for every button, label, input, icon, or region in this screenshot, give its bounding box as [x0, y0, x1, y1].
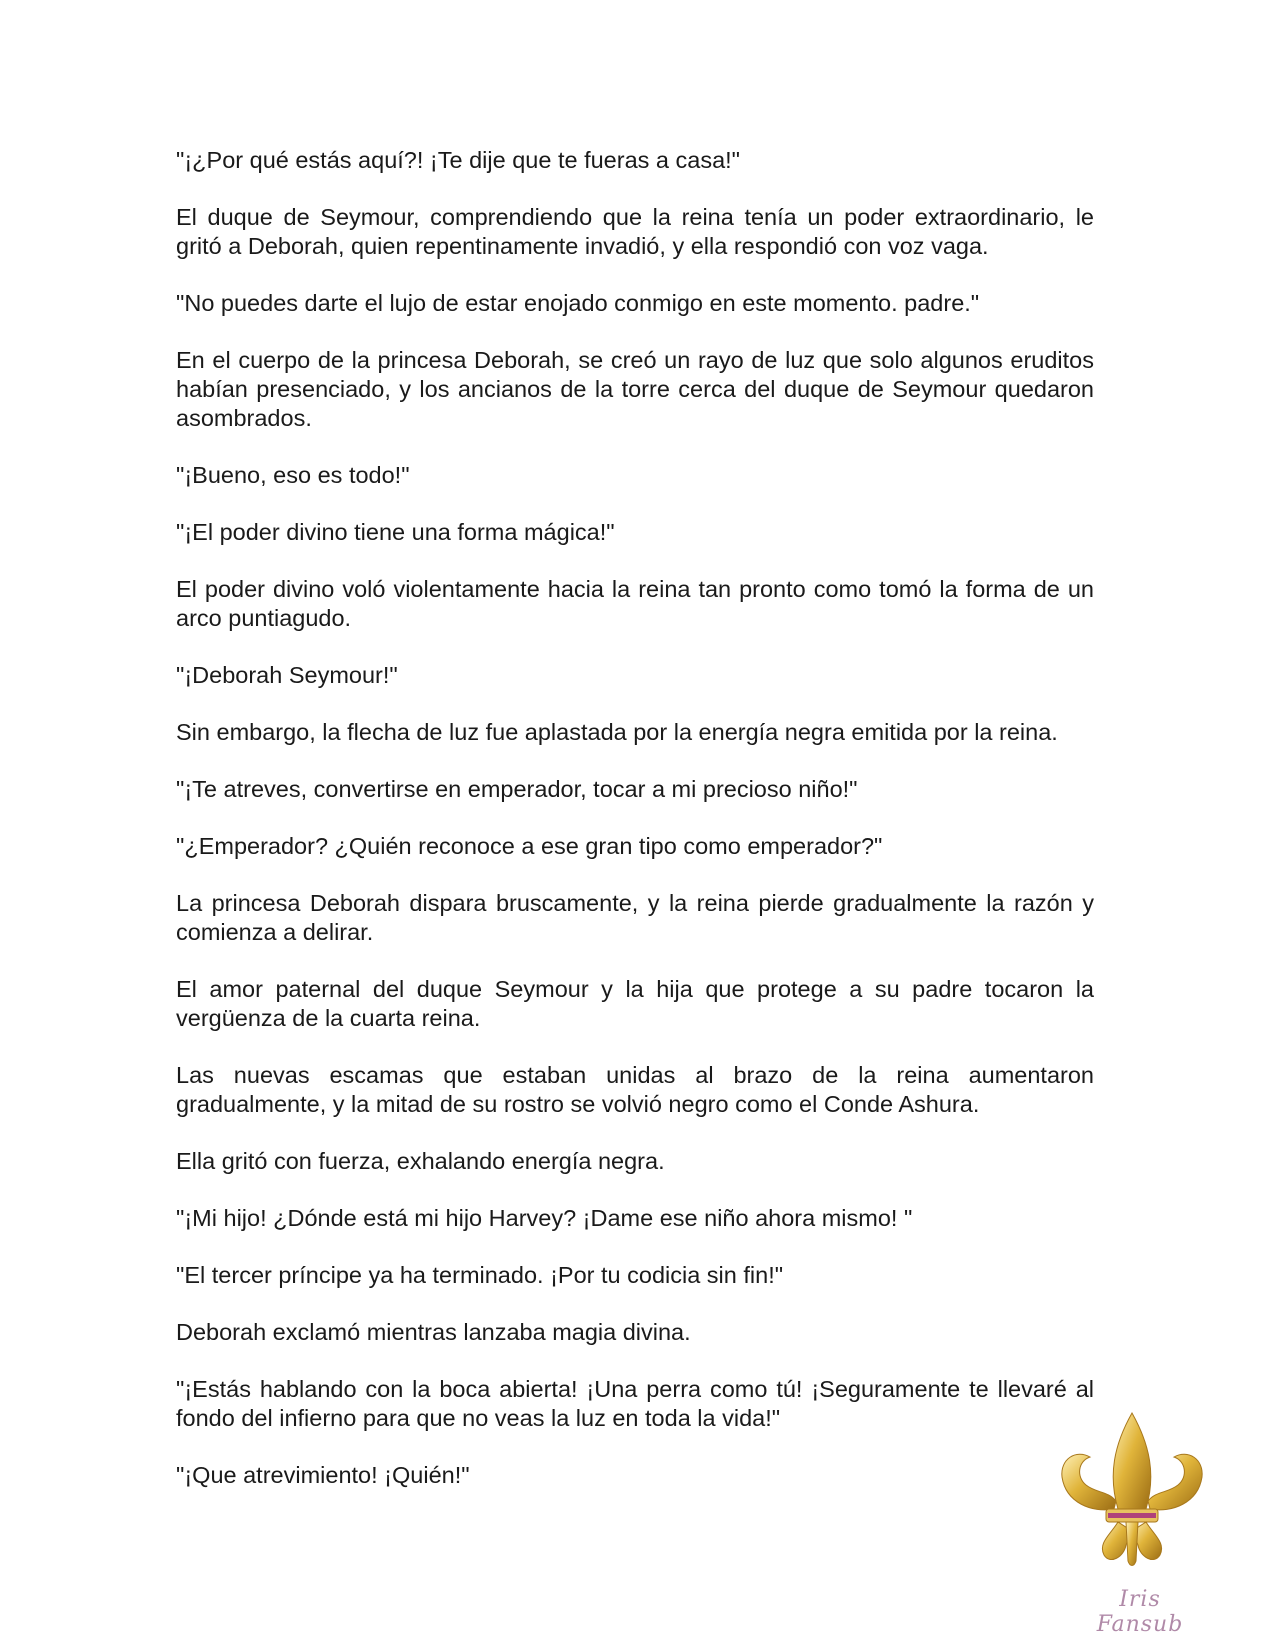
- paragraph: Ella gritó con fuerza, exhalando energía negra.: [176, 1148, 665, 1174]
- paragraph: Deborah exclamó mientras lanzaba magia divina.: [176, 1319, 691, 1345]
- paragraph: "¡Te atreves, convertirse en emperador, tocar a mi precioso niño!": [176, 776, 858, 802]
- paragraph: "¡El poder divino tiene una forma mágica!": [176, 519, 615, 545]
- paragraph: Sin embargo, la flecha de luz fue aplastada por la energía negra emitida por la reina.: [176, 719, 1058, 745]
- paragraph: El duque de Seymour, comprendiendo que la reina tenía un poder extraordinario, le gritó a Deborah, quien repentinamente invadió, y ella respondió con voz vaga.: [176, 204, 1094, 259]
- paragraph: Las nuevas escamas que estaban unidas al brazo de la reina aumentaron gradualmente, y la mitad de su rostro se volvió negro como el Conde Ashura.: [176, 1062, 1094, 1117]
- paragraph: "¿Emperador? ¿Quién reconoce a ese gran tipo como emperador?": [176, 833, 883, 859]
- paragraph: "¡¿Por qué estás aquí?! ¡Te dije que te fueras a casa!": [176, 147, 741, 173]
- paragraph: "¡Estás hablando con la boca abierta! ¡Una perra como tú! ¡Seguramente te llevaré al fondo del infierno para que no veas la luz en toda la vida!": [176, 1376, 1094, 1431]
- document-body: [176, 146, 1094, 1518]
- paragraph: El poder divino voló violentamente hacia la reina tan pronto como tomó la forma de un arco puntiagudo.: [176, 576, 1094, 631]
- paragraph: La princesa Deborah dispara bruscamente, y la reina pierde gradualmente la razón y comienza a delirar.: [176, 890, 1094, 945]
- paragraph: "El tercer príncipe ya ha terminado. ¡Por tu codicia sin fin!": [176, 1262, 784, 1288]
- paragraph: "No puedes darte el lujo de estar enojado conmigo en este momento. padre.": [176, 290, 980, 316]
- paragraph: "¡Bueno, eso es todo!": [176, 462, 410, 488]
- paragraph: El amor paternal del duque Seymour y la hija que protege a su padre tocaron la vergüenza de la cuarta reina.: [176, 976, 1094, 1031]
- paragraph: "¡Mi hijo! ¿Dónde está mi hijo Harvey? ¡Dame ese niño ahora mismo! ": [176, 1205, 913, 1231]
- paragraph: En el cuerpo de la princesa Deborah, se creó un rayo de luz que solo algunos eruditos habían presenciado, y los ancianos de la torre cerca del duque de Seymour quedaron asombrados.: [176, 347, 1094, 431]
- paragraph: "¡Que atrevimiento! ¡Quién!": [176, 1462, 470, 1488]
- paragraph: "¡Deborah Seymour!": [176, 662, 398, 688]
- watermark-label: Iris Fansub: [1096, 1587, 1184, 1637]
